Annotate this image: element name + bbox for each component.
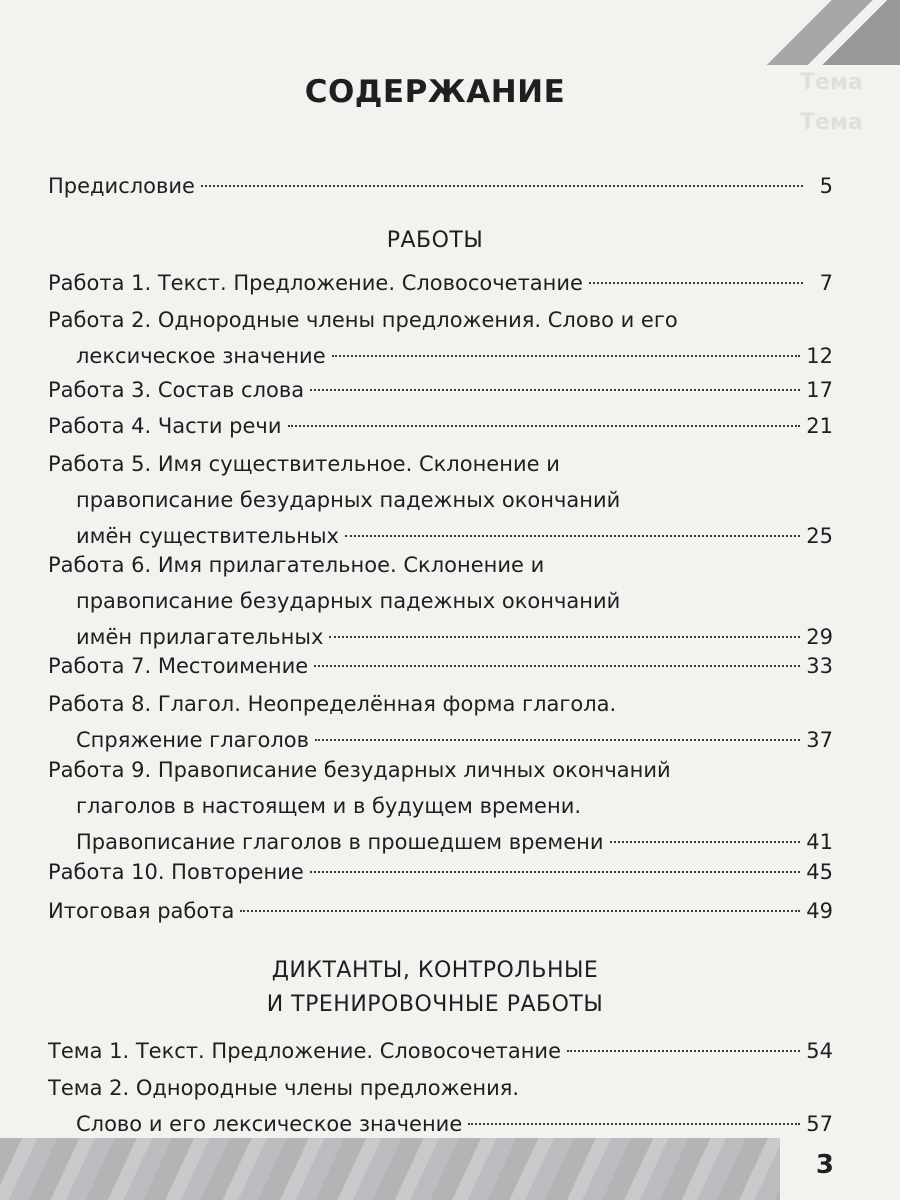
toc-entry xyxy=(48,752,833,860)
toc-entry-label: Работа 3. Состав слова xyxy=(48,378,305,402)
toc-entry xyxy=(48,372,833,408)
toc-page-number: 7 xyxy=(819,271,833,295)
section-heading-works: РАБОТЫ xyxy=(386,228,484,253)
toc-entry xyxy=(48,1070,833,1142)
leader-dots xyxy=(288,425,801,427)
toc-entry-label: Слово и его лексическое значение xyxy=(76,1112,463,1136)
leader-dots xyxy=(310,871,800,873)
toc-entry-label: Спряжение глаголов xyxy=(76,728,310,752)
toc-page-number: 25 xyxy=(806,524,833,548)
bleed-through-text: Тема xyxy=(800,110,863,135)
toc-entry-label: Тема 1. Текст. Предложение. Словосочетание xyxy=(48,1039,562,1063)
toc-entry xyxy=(48,408,833,444)
leader-dots xyxy=(468,1123,800,1125)
leader-dots xyxy=(314,665,800,667)
toc-entry xyxy=(48,302,833,374)
leader-dots xyxy=(315,739,800,741)
toc-page-number: 21 xyxy=(806,414,833,438)
toc-entry xyxy=(48,265,833,301)
section-heading-dictations-line2: И ТРЕНИРОВОЧНЫЕ РАБОТЫ xyxy=(266,992,604,1017)
toc-entry-label: имён прилагательных xyxy=(76,625,324,649)
page-title: СОДЕРЖАНИЕ xyxy=(304,74,566,110)
toc-page-number: 33 xyxy=(806,654,833,678)
toc-entry-label: Работа 2. Однородные члены предложения. Слово и его xyxy=(48,308,678,332)
leader-dots xyxy=(610,841,801,843)
toc-entry-label: Работа 10. Повторение xyxy=(48,860,304,884)
toc-page-number: 45 xyxy=(806,860,833,884)
toc-entry xyxy=(48,1033,833,1069)
toc-entry xyxy=(48,686,833,758)
toc-entry-label: Работа 4. Части речи xyxy=(48,414,282,438)
toc-entry-label: Работа 5. Имя существительное. Склонение и xyxy=(48,452,560,476)
page-number: 3 xyxy=(815,1150,834,1180)
toc-page-number: 5 xyxy=(819,174,833,198)
toc-entry-label: Предисловие xyxy=(48,174,195,198)
toc-entry-label: Работа 7. Местоимение xyxy=(48,654,309,678)
corner-decoration xyxy=(760,0,900,65)
leader-dots xyxy=(589,282,803,284)
bottom-decoration xyxy=(0,1138,780,1200)
leader-dots xyxy=(201,185,803,187)
toc-entry-label: глаголов в настоящем и в будущем времени. xyxy=(76,794,582,818)
toc-entry-label: имён существительных xyxy=(76,524,339,548)
leader-dots xyxy=(332,355,801,357)
toc-entry-preface xyxy=(48,168,833,204)
toc-page-number: 54 xyxy=(806,1039,833,1063)
toc-entry-label: Тема 2. Однородные члены предложения. xyxy=(48,1076,520,1100)
leader-dots xyxy=(567,1050,800,1052)
toc-entry-label: Работа 9. Правописание безударных личных окончаний xyxy=(48,758,671,782)
toc-entry xyxy=(48,854,833,890)
toc-entry-label: правописание безударных падежных окончаний xyxy=(76,589,621,613)
toc-page-number: 41 xyxy=(806,830,833,854)
toc-page-number: 49 xyxy=(806,899,833,923)
toc-entry xyxy=(48,648,833,684)
toc-entry-label: правописание безударных падежных окончаний xyxy=(76,488,621,512)
toc-page-number: 29 xyxy=(806,625,833,649)
bleed-through-text: Тема xyxy=(800,70,863,95)
toc-page-number: 17 xyxy=(806,378,833,402)
toc-entry-label: Работа 6. Имя прилагательное. Склонение и xyxy=(48,553,545,577)
toc-entry-label: Итоговая работа xyxy=(48,899,235,923)
leader-dots xyxy=(345,535,800,537)
toc-entry xyxy=(48,893,833,929)
toc-page-number: 57 xyxy=(806,1112,833,1136)
toc-entry-label: Работа 1. Текст. Предложение. Словосочетание xyxy=(48,271,583,295)
toc-entry-label: Правописание глаголов в прошедшем времени xyxy=(76,830,604,854)
toc-entry xyxy=(48,446,833,554)
leader-dots xyxy=(310,389,800,391)
toc-entry-label: лексическое значение xyxy=(76,344,326,368)
section-heading-dictations-line1: ДИКТАНТЫ, КОНТРОЛЬНЫЕ xyxy=(271,958,599,983)
leader-dots xyxy=(240,910,800,912)
toc-entry-label: Работа 8. Глагол. Неопределённая форма глагола. xyxy=(48,692,617,716)
toc-page-number: 12 xyxy=(806,344,833,368)
leader-dots xyxy=(329,636,800,638)
toc-page-number: 37 xyxy=(806,728,833,752)
toc-entry xyxy=(48,547,833,655)
